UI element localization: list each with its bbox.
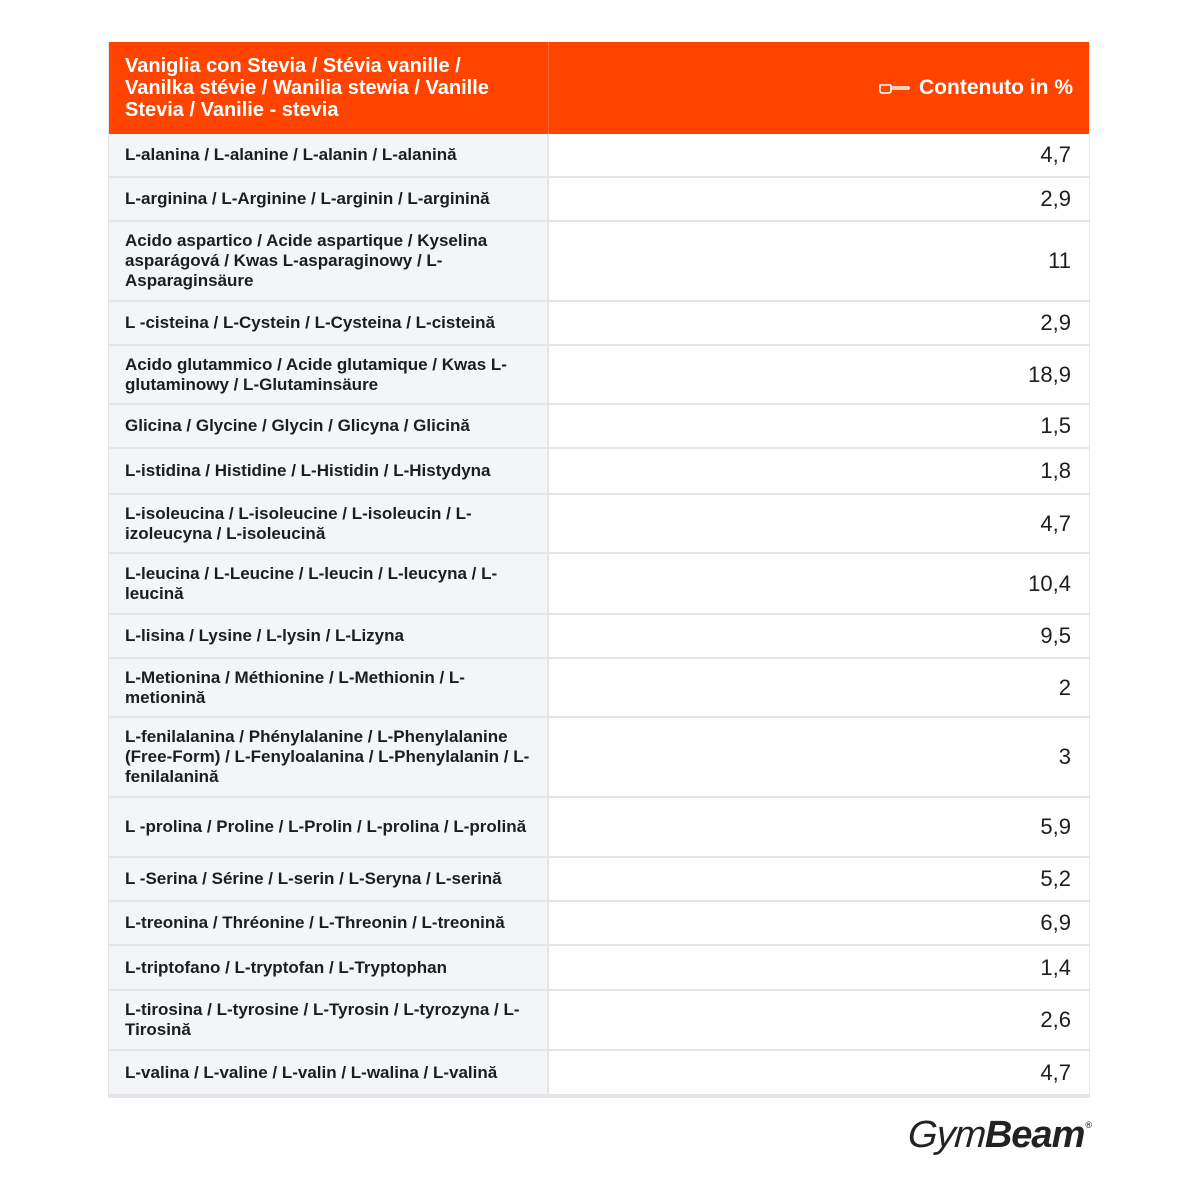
- amino-acid-percent: 5,9: [549, 798, 1089, 856]
- header-value-label: Contenuto in %: [919, 76, 1073, 99]
- logo-registered-mark: ®: [1085, 1120, 1092, 1130]
- amino-acid-name: Acido aspartico / Acide aspartique / Kyselina asparágová / Kwas L-asparaginowy / L-Asparaginsäure: [109, 222, 549, 300]
- table-row: [109, 718, 1089, 798]
- table-row: [109, 302, 1089, 346]
- amino-acid-percent: 18,9: [549, 346, 1089, 403]
- table-row: [109, 1051, 1089, 1097]
- amino-acid-name: Acido glutammico / Acide glutamique / Kwas L-glutaminowy / L-Glutaminsäure: [109, 346, 549, 403]
- amino-acid-name: L-leucina / L-Leucine / L-leucin / L-leucyna / L-leucină: [109, 554, 549, 613]
- table-row: [109, 659, 1089, 718]
- amino-acid-percent: 4,7: [549, 1051, 1089, 1094]
- amino-acid-name: L-treonina / Thréonine / L-Threonin / L-treonină: [109, 902, 549, 944]
- amino-acid-name: L -cisteina / L-Cystein / L-Cysteina / L-cisteină: [109, 302, 549, 344]
- header-flavor-title: Vaniglia con Stevia / Stévia vanille / Vanilka stévie / Wanilia stewia / Vanille Stevia / Vanilie - stevia: [109, 42, 549, 134]
- table-body: [109, 134, 1089, 1097]
- amino-acid-percent: 1,4: [549, 946, 1089, 989]
- amino-acid-name: L -Serina / Sérine / L-serin / L-Seryna / L-serină: [109, 858, 549, 900]
- amino-acid-percent: 6,9: [549, 902, 1089, 944]
- table-row: [109, 554, 1089, 615]
- amino-acid-percent: 11: [549, 222, 1089, 300]
- table-header: [109, 42, 1089, 134]
- amino-acid-name: L-valina / L-valine / L-valin / L-walina / L-valină: [109, 1051, 549, 1094]
- table-row: [109, 858, 1089, 902]
- table-row: [109, 495, 1089, 554]
- table-row: [109, 222, 1089, 302]
- table-row: [109, 346, 1089, 405]
- amino-acid-name: L-arginina / L-Arginine / L-arginin / L-arginină: [109, 178, 549, 220]
- table-row: [109, 449, 1089, 495]
- amino-acid-name: L-tirosina / L-tyrosine / L-Tyrosin / L-tyrozyna / L-Tirosină: [109, 991, 549, 1049]
- amino-acid-percent: 2,9: [549, 302, 1089, 344]
- amino-acid-percent: 1,5: [549, 405, 1089, 447]
- table-row: [109, 798, 1089, 858]
- amino-acid-name: L-lisina / Lysine / L-lysin / L-Lizyna: [109, 615, 549, 657]
- header-content-percent: [549, 42, 1089, 134]
- amino-acid-percent: 4,7: [549, 495, 1089, 552]
- amino-acid-name: L-fenilalanina / Phénylalanine / L-Phenylalanine (Free-Form) / L-Fenyloalanina / L-Phenylalanin / L-fenilalanină: [109, 718, 549, 796]
- table-row: [109, 902, 1089, 946]
- amino-acid-name: L-triptofano / L-tryptofan / L-Tryptophan: [109, 946, 549, 989]
- amino-acid-percent: 2: [549, 659, 1089, 716]
- amino-acid-name: L -prolina / Proline / L-Prolin / L-prolina / L-prolină: [109, 798, 549, 856]
- amino-acid-percent: 5,2: [549, 858, 1089, 900]
- table-row: [109, 134, 1089, 178]
- amino-acid-name: L-Metionina / Méthionine / L-Methionin / L-metionină: [109, 659, 549, 716]
- gymbeam-logo: [908, 1114, 1092, 1164]
- table-row: [109, 946, 1089, 991]
- amino-acid-percent: 2,9: [549, 178, 1089, 220]
- amino-acid-name: L-istidina / Histidine / L-Histidin / L-Histydyna: [109, 449, 549, 493]
- amino-acid-percent: 1,8: [549, 449, 1089, 493]
- amino-acid-percent: 4,7: [549, 134, 1089, 176]
- amino-acid-table: [108, 42, 1090, 1098]
- amino-acid-name: Glicina / Glycine / Glycin / Glicyna / Glicină: [109, 405, 549, 447]
- amino-acid-name: L-alanina / L-alanine / L-alanin / L-alanină: [109, 134, 549, 176]
- amino-acid-name: L-isoleucina / L-isoleucine / L-isoleucin / L-izoleucyna / L-isoleucină: [109, 495, 549, 552]
- amino-acid-percent: 10,4: [549, 554, 1089, 613]
- scoop-icon: [878, 80, 910, 96]
- amino-acid-percent: 3: [549, 718, 1089, 796]
- table-row: [109, 405, 1089, 449]
- logo-beam-text: Beam: [984, 1114, 1085, 1156]
- table-row: [109, 991, 1089, 1051]
- amino-acid-percent: 9,5: [549, 615, 1089, 657]
- logo-gym-text: Gym: [906, 1114, 987, 1156]
- amino-acid-percent: 2,6: [549, 991, 1089, 1049]
- table-row: [109, 178, 1089, 222]
- table-row: [109, 615, 1089, 659]
